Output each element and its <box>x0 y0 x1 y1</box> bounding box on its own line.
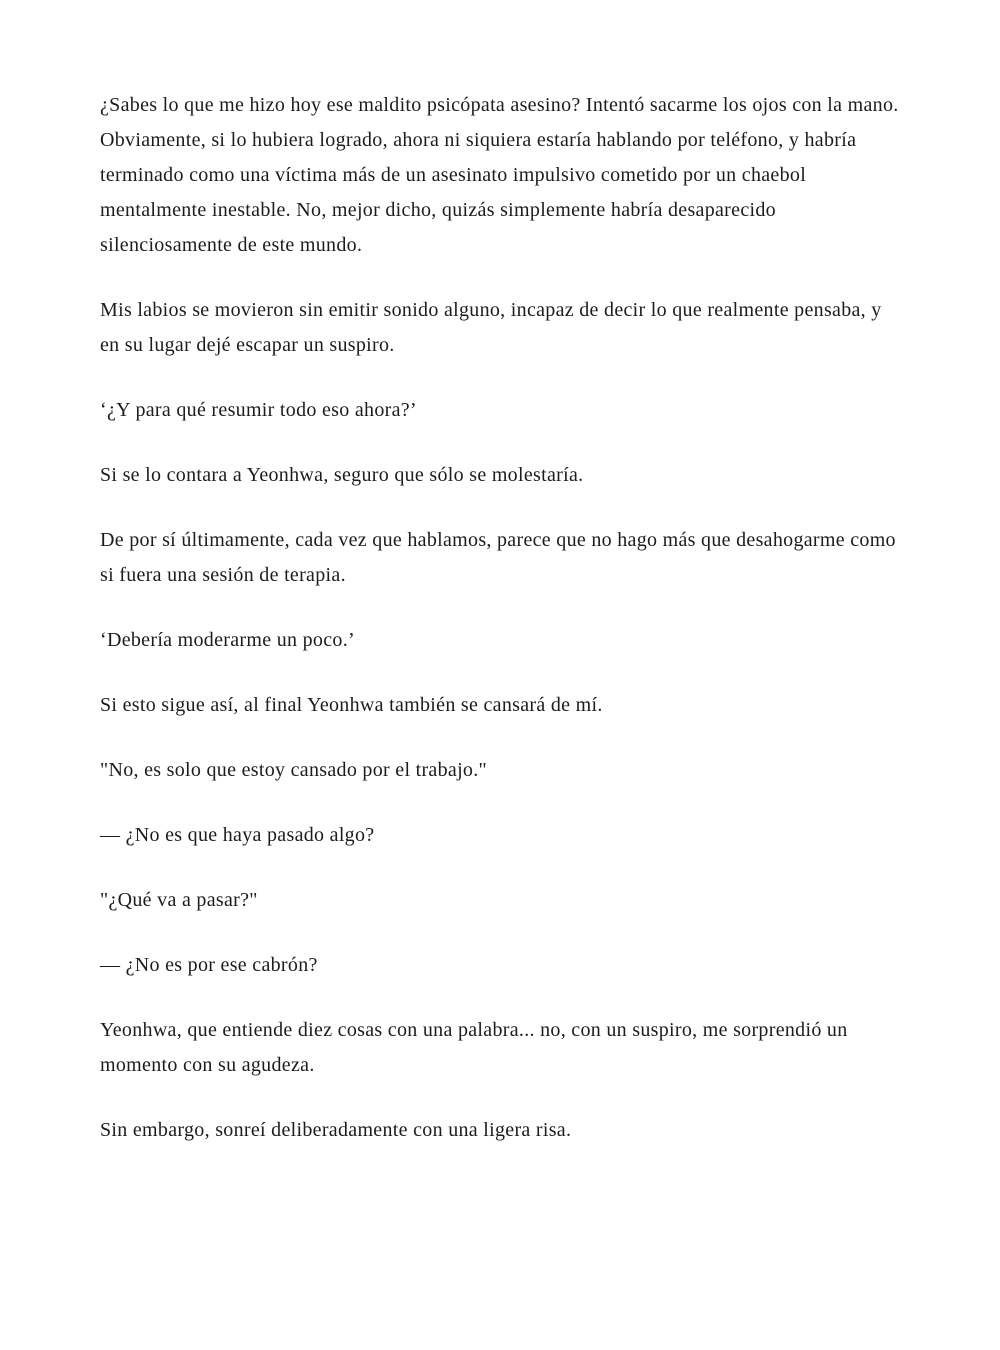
paragraph: De por sí últimamente, cada vez que hablamos, parece que no hago más que desahogarme como si fuera una sesión de terapia. <box>100 529 896 586</box>
paragraph: ‘¿Y para qué resumir todo eso ahora?’ <box>100 399 417 421</box>
paragraph: Si esto sigue así, al final Yeonhwa también se cansará de mí. <box>100 694 603 716</box>
paragraph: Mis labios se movieron sin emitir sonido alguno, incapaz de decir lo que realmente pensaba, y en su lugar dejé escapar un suspiro. <box>100 299 882 356</box>
paragraph: Yeonhwa, que entiende diez cosas con una palabra... no, con un suspiro, me sorprendió un momento con su agudeza. <box>100 1019 848 1076</box>
document-text <box>100 88 900 1148</box>
paragraph: "No, es solo que estoy cansado por el trabajo." <box>100 759 487 781</box>
paragraph: Sin embargo, sonreí deliberadamente con una ligera risa. <box>100 1119 572 1141</box>
paragraph: ¿Sabes lo que me hizo hoy ese maldito psicópata asesino? Intentó sacarme los ojos con la mano. Obviamente, si lo hubiera logrado, ahora ni siquiera estaría hablando por teléfono, y habría terminado como una víctima más de un asesinato impulsivo cometido por un chaebol mentalmente inestable. No, mejor dicho, quizás simplemente habría desaparecido silenciosamente de este mundo. <box>100 94 899 256</box>
paragraph: Si se lo contara a Yeonhwa, seguro que sólo se molestaría. <box>100 464 584 486</box>
paragraph: — ¿No es por ese cabrón? <box>100 954 318 976</box>
paragraph: — ¿No es que haya pasado algo? <box>100 824 375 846</box>
paragraph: "¿Qué va a pasar?" <box>100 889 258 911</box>
paragraph: ‘Debería moderarme un poco.’ <box>100 629 355 651</box>
